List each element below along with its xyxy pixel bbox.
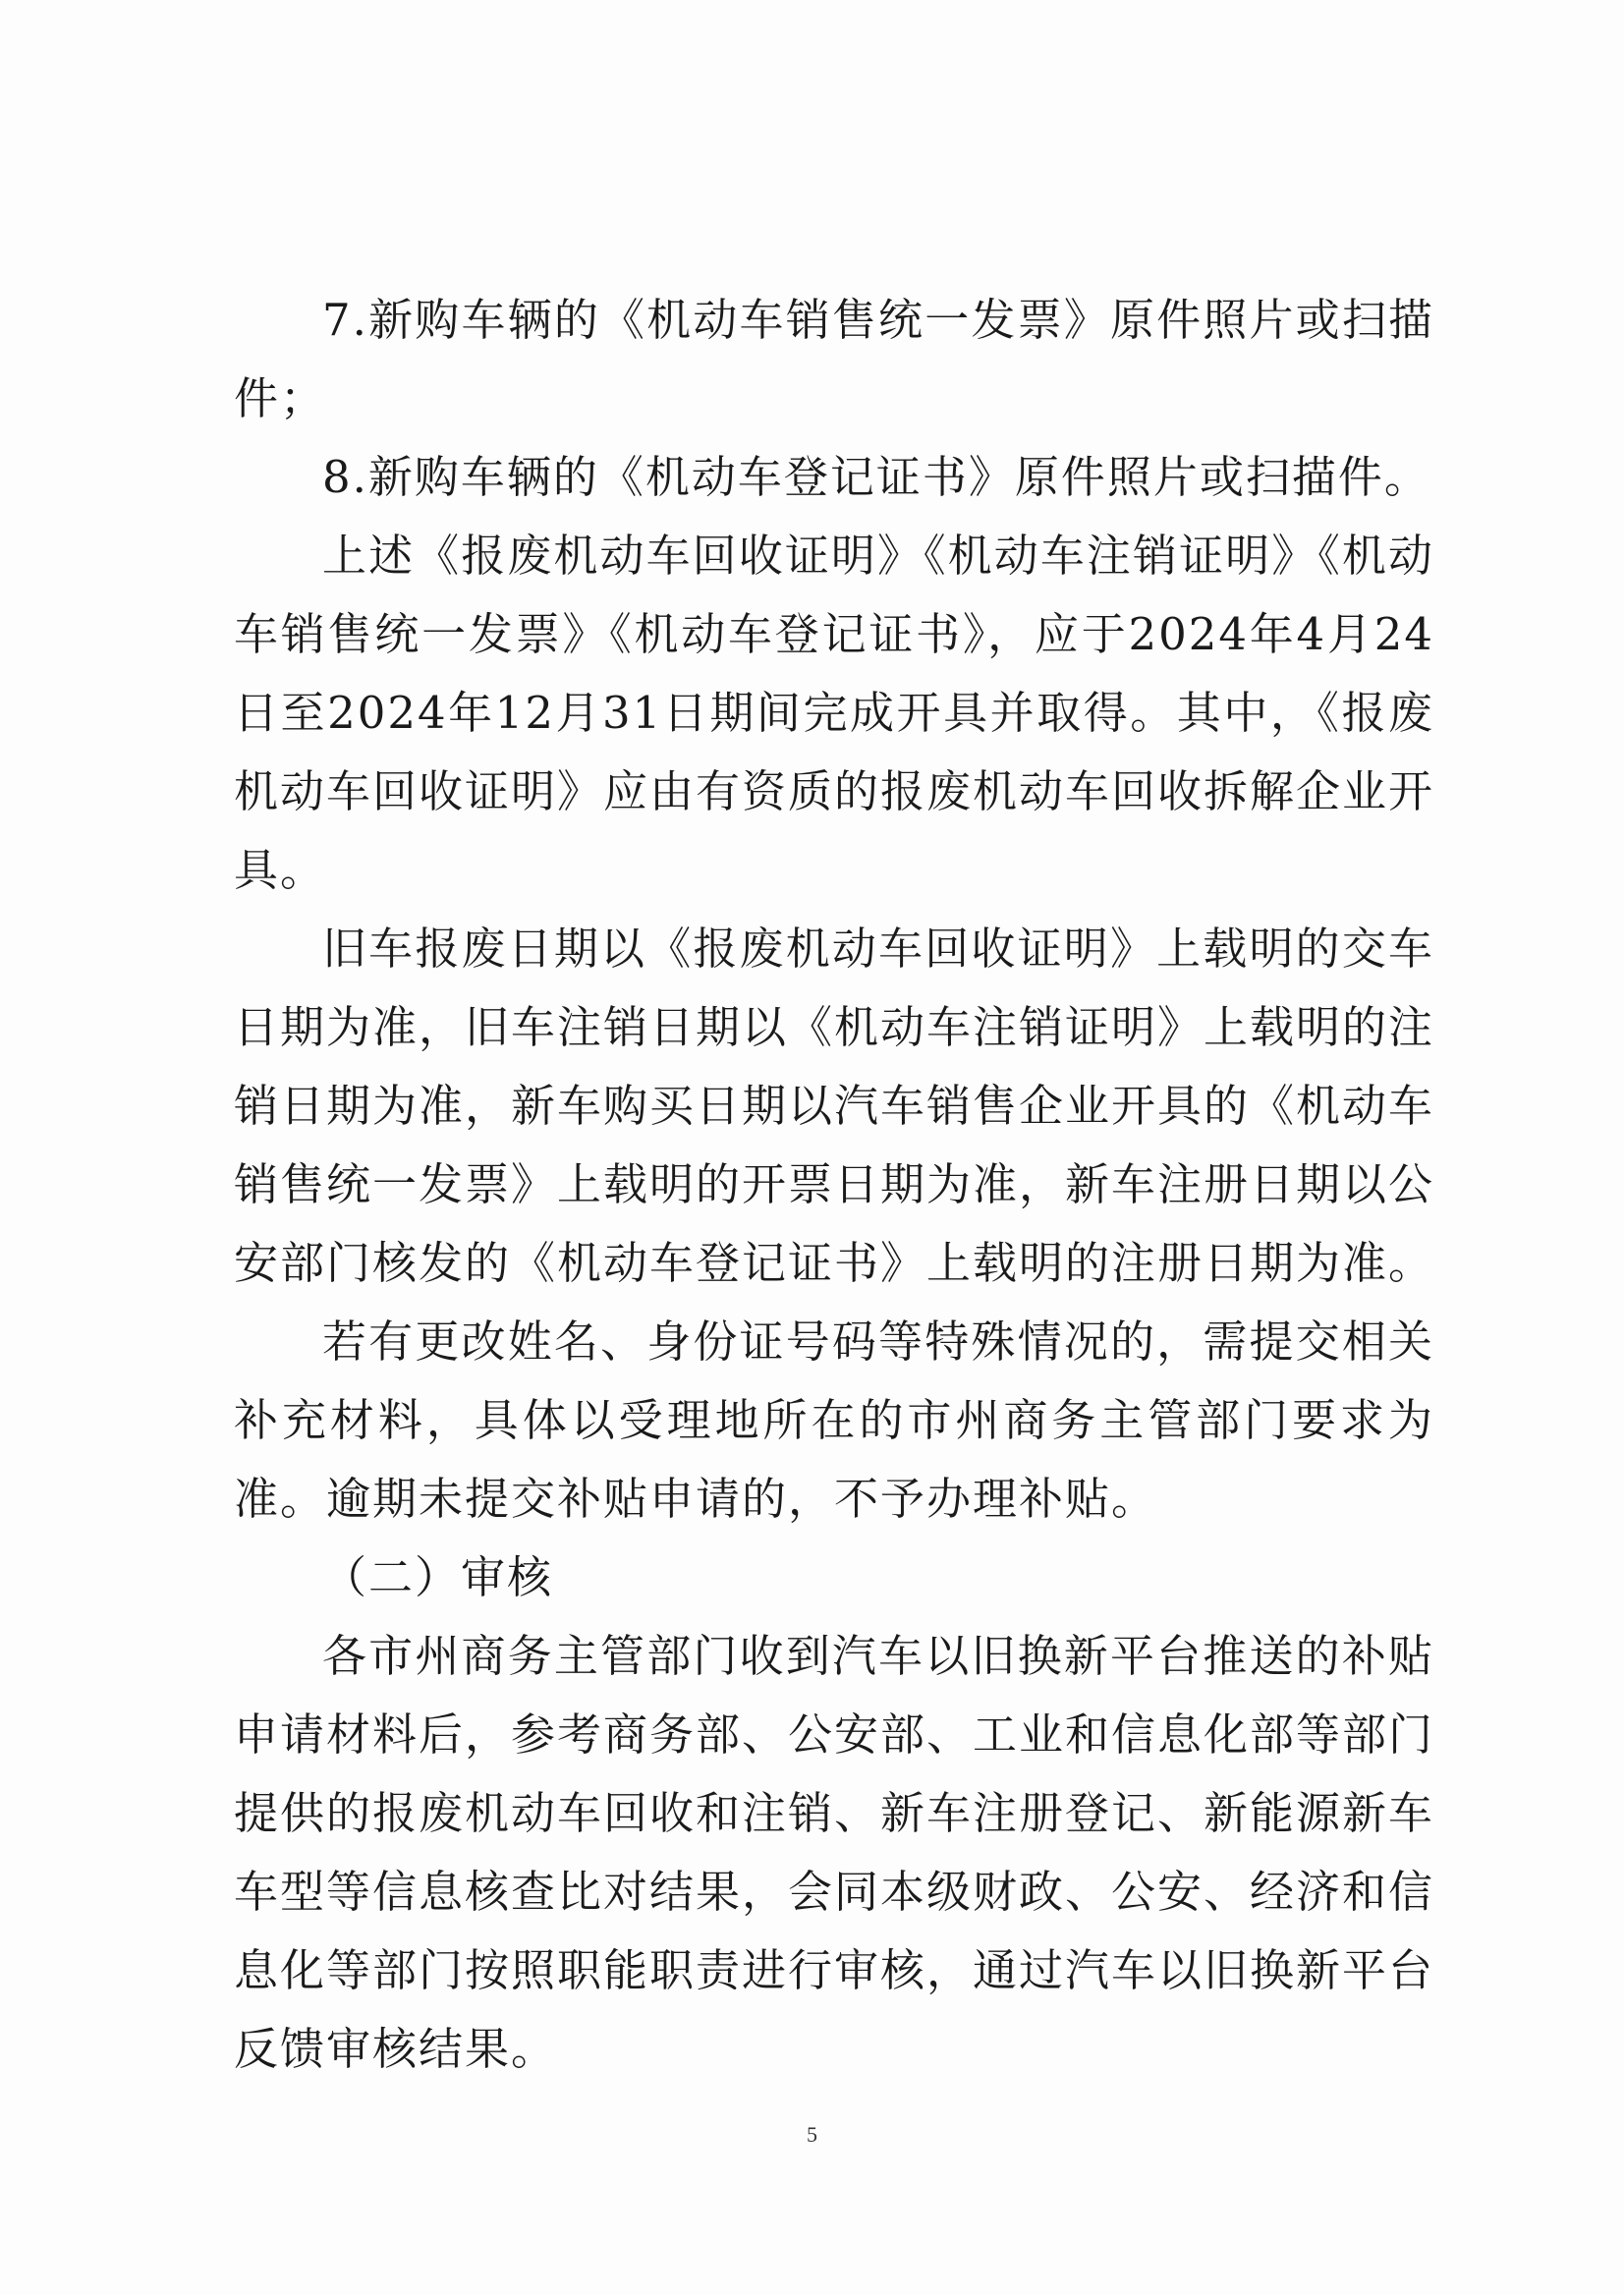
paragraph-review-process: 各市州商务主管部门收到汽车以旧换新平台推送的补贴申请材料后，参考商务部、公安部、工业和信息化部等部门提供的报废机动车回收和注销、新车注册登记、新能源新车车型等信息核查比对结果，会同本级财政、公安、经济和信息化等部门按照职能职责进行审核，通过汽车以旧换新平台反馈审核结果。 [234,1630,1435,2075]
section-heading-review: （二）审核 [322,1551,554,1603]
document-body [234,281,1434,2089]
page-number: 5 [807,2122,817,2147]
paragraph-certificate-dates: 上述《报废机动车回收证明》《机动车注销证明》《机动车销售统一发票》《机动车登记证书》，应于2024年4月24日至2024年12月31日期间完成开具并取得。其中，《报废机动车回收证明》应由有资质的报废机动车回收拆解企业开具。 [234,530,1435,896]
list-item-8: 8.新购车辆的《机动车登记证书》原件照片或扫描件。 [322,451,1430,503]
list-item-7: 7.新购车辆的《机动车销售统一发票》原件照片或扫描件； [234,294,1434,424]
paragraph-special-cases: 若有更改姓名、身份证号码等特殊情况的，需提交相关补充材料，具体以受理地所在的市州商务主管部门要求为准。逾期未提交补贴申请的，不予办理补贴。 [234,1315,1434,1525]
paragraph-date-standards: 旧车报废日期以《报废机动车回收证明》上载明的交车日期为准，旧车注销日期以《机动车注销证明》上载明的注销日期为准，新车购买日期以汽车销售企业开具的《机动车销售统一发票》上载明的开票日期为准，新车注册日期以公安部门核发的《机动车登记证书》上载明的注册日期为准。 [234,923,1435,1289]
